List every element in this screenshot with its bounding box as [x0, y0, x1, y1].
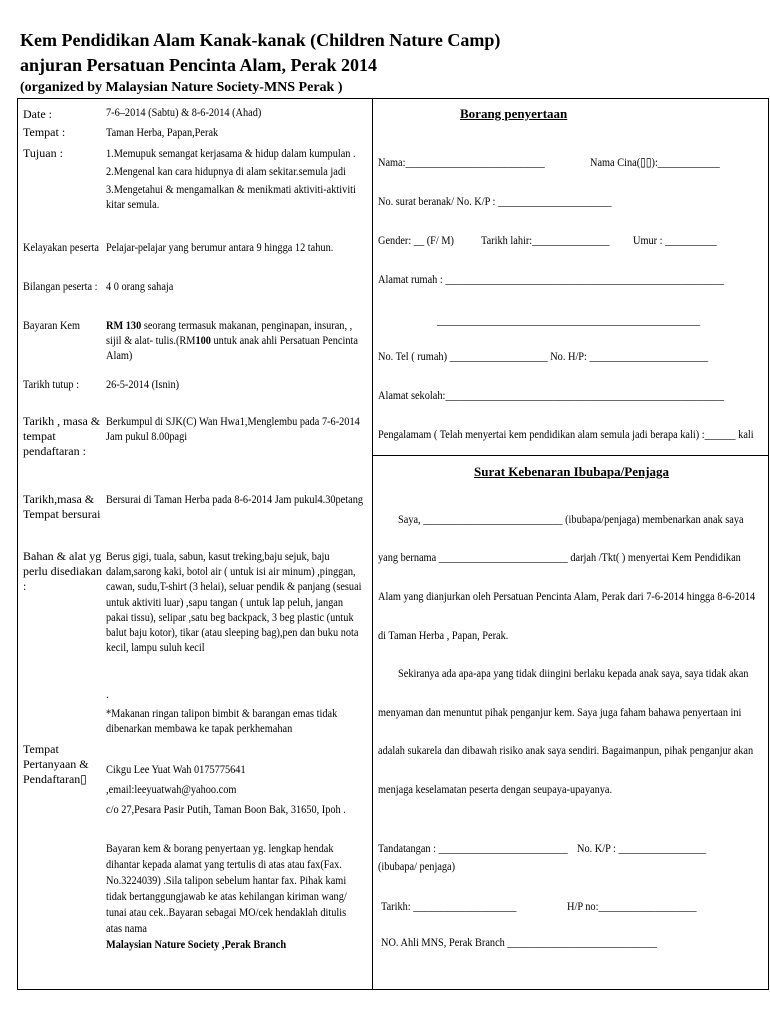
registration-label: Tarikh , masa & tempat pendaftaran : [23, 414, 101, 458]
date-field[interactable]: Tarikh: ____________________ [381, 899, 517, 913]
place-label: Tempat : [23, 125, 66, 139]
aim-3: 3.Mengetahui & mengamalkan & menikmati aktiviti-aktiviti kitar semula. [106, 182, 356, 211]
contact-address: c/o 27,Pesara Pasir Putih, Taman Boon Bak, 31650, Ipoh . [106, 802, 346, 816]
count-value: 4 0 orang sahaja [106, 279, 174, 293]
items-value: Berus gigi, tuala, sabun, kasut treking,baju sejuk, baju dalam,sarong kaki, botol air ( untuk isi air minum) ,pinggan, cawan, sudu,T-shirt (3 helai), seluar pendik & panjang (sesuai untuk aktiviti luar) ,sapu tangan ( untuk lap peluh, jangan pakai tissu), selipar ,satu beg backpack, 3 beg plastic (untuk balut baju kotor), tikar (atau sleeping bag),pen dan buku nota kecil, lampu suluh kecil [106, 549, 362, 655]
section-divider [373, 455, 769, 456]
fee-value: RM 130 seorang termasuk makanan, penginapan, insuran, , sijil & alat- tulis.(RM100 untuk anak ahli Persatuan Pencinta Alam) [106, 318, 358, 362]
place-value: Taman Herba, Papan,Perak [106, 125, 219, 139]
consent-title: Surat Kebenaran Ibubapa/Penjaga [474, 464, 670, 479]
age-field[interactable]: Umur : __________ [633, 233, 717, 247]
date-label: Date : [23, 107, 52, 121]
consent-line-1[interactable]: Saya, ___________________________ (ibubapa/penjaga) membenarkan anak saya [398, 512, 744, 526]
signer-role: (ibubapa/ penjaga) [378, 859, 456, 873]
close-label: Tarikh tutup : [23, 377, 80, 391]
items-label: Bahan & alat yg perlu disediakan : [23, 549, 102, 593]
ic-field[interactable]: No. surat beranak/ No. K/P : ______________________ [378, 194, 612, 208]
handphone-field[interactable]: H/P no:___________________ [567, 899, 697, 913]
registration-value: Berkumpul di SJK(C) Wan Hwa1,Menglembu pada 7-6-2014 Jam pukul 8.00pagi [106, 414, 360, 443]
aim-2: 2.Mengenal kan cara hidupnya di alam sekitar.semula jadi [106, 164, 346, 178]
note-text: *Makanan ringan talipon bimbit & barangan emas tidak dibenarkan membawa ke tapak perkhemahan [106, 706, 338, 735]
aim-1: 1.Memupuk semangat kerjasama & hidup dalam kumpulan . [106, 146, 356, 160]
dob-field[interactable]: Tarikh lahir:_______________ [481, 233, 610, 247]
consent-line-6: menyaman dan menuntut pihak penganjur kem. Saya juga faham bahawa penyertaan ini [378, 705, 742, 719]
aim-label: Tujuan : [23, 146, 63, 160]
date-value: 7-6–2014 (Sabtu) & 8-6-2014 (Ahad) [106, 105, 262, 119]
title-line-3: (organized by Malaysian Nature Society-MNS Perak ) [20, 80, 343, 95]
school-address-field[interactable]: Alamat sekolah:______________________________________________________ [378, 388, 724, 402]
address-field[interactable]: Alamat rumah : ______________________________________________________ [378, 272, 724, 286]
consent-line-7: adalah sukarela dan dibawah risiko anak saya sendiri. Bagaimanpun, pihak penganjur akan [378, 743, 754, 757]
gender-field[interactable]: Gender: __ (F/ M) [378, 233, 454, 247]
experience-field[interactable]: Pengalamam ( Telah menyertai kem pendidikan alam semula jadi berapa kali) :______ kali [378, 427, 754, 441]
contact-name: Cikgu Lee Yuat Wah 0175775641 [106, 762, 246, 776]
address-line-2[interactable]: ___________________________________________________ [437, 313, 701, 327]
close-value: 26-5-2014 (Isnin) [106, 377, 180, 391]
form-title: Borang penyertaan [460, 106, 568, 121]
fee-label: Bayaran Kem [23, 318, 81, 332]
consent-line-3: Alam yang dianjurkan oleh Persatuan Pencinta Alam, Perak dari 7-6-2014 hingga 8-6-2014 [378, 589, 756, 603]
dispersal-value: Bersurai di Taman Herba pada 8-6-2014 Jam pukul4.30petang [106, 492, 364, 506]
consent-line-4: di Taman Herba , Papan, Perak. [378, 628, 509, 642]
title-line-1: Kem Pendidikan Alam Kanak-kanak (Children Nature Camp) [20, 30, 501, 50]
signature-field[interactable]: Tandatangan : _________________________ [378, 841, 568, 855]
eligibility-label: Kelayakan peserta [23, 240, 99, 254]
chinese-name-field[interactable]: Nama Cina(▯▯):____________ [590, 155, 720, 169]
dot-separator: . [106, 687, 109, 701]
mns-member-field[interactable]: NO. Ahli MNS, Perak Branch _____________________________ [381, 935, 658, 949]
contact-email: ,email:leeyuatwah@yahoo.com [106, 782, 237, 796]
name-field[interactable]: Nama:___________________________ [378, 155, 545, 169]
signer-ic-field[interactable]: No. K/P : _________________ [577, 841, 707, 855]
dispersal-label: Tarikh,masa & Tempat bersurai [23, 492, 101, 521]
contact-label: Tempat Pertanyaan & Pendaftaran▯ [23, 742, 89, 786]
consent-line-8: menjaga keselamatan peserta dengan seupaya-upayanya. [378, 782, 613, 796]
title-line-2: anjuran Persatuan Pencinta Alam, Perak 2014 [20, 55, 377, 75]
phone-field[interactable]: No. Tel ( rumah) ___________________ No. H/P: _______________________ [378, 349, 709, 363]
payment-instructions: Bayaran kem & borang penyertaan yg. lengkap hendak dihantar kepada alamat yang tertulis di atas atau fax(Fax. No.3224039) .Sila talipon sebelum hantar fax. Pihak kami tidak bertanggungjawab ke atas kehilangan kiriman wang/ tunai atau cek..Bayaran sebagai MO/cek hendaklah ditulis atas nama Malaysian Nature Society ,Perak Branch [106, 841, 347, 951]
consent-line-5: Sekiranya ada apa-apa yang tidak diingini berlaku kepada anak saya, saya tidak akan [398, 666, 749, 680]
eligibility-value: Pelajar-pelajar yang berumur antara 9 hingga 12 tahun. [106, 240, 334, 254]
consent-line-2[interactable]: yang bernama _________________________ darjah /Tkt( ) menyertai Kem Pendidikan [378, 550, 741, 564]
count-label: Bilangan peserta : [23, 279, 98, 293]
